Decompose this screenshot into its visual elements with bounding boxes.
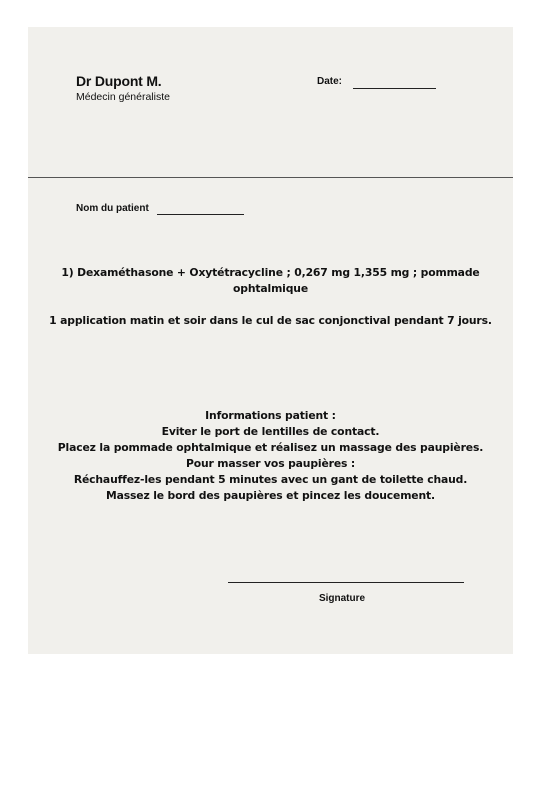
patient-name-field-line (157, 214, 244, 215)
prescription-medication-line: 1) Dexaméthasone + Oxytétracycline ; 0,267 mg 1,355 mg ; pommade (61, 266, 480, 279)
patient-info-line: Pour masser vos paupières : (185, 457, 356, 470)
patient-name-label: Nom du patient (76, 203, 149, 214)
prescription-sheet (28, 27, 513, 654)
patient-info-line: Placez la pommade ophtalmique et réalisez un massage des paupières. (57, 441, 484, 454)
prescription-medication-form: ophtalmique (232, 282, 309, 295)
signature-label: Signature (318, 593, 366, 604)
patient-info-line: Massez le bord des paupières et pincez les doucement. (106, 489, 435, 502)
date-label: Date: (317, 76, 343, 87)
doctor-title: Médecin généraliste (76, 91, 170, 103)
header-divider (28, 177, 513, 178)
signature-line (228, 582, 464, 583)
patient-info-title: Informations patient : (205, 409, 336, 422)
patient-info-line: Eviter le port de lentilles de contact. (161, 425, 380, 438)
patient-info-line: Réchauffez-les pendant 5 minutes avec un gant de toilette chaud. (73, 473, 468, 486)
prescription-posology: 1 application matin et soir dans le cul de sac conjonctival pendant 7 jours. (49, 314, 492, 327)
date-field-line (353, 88, 436, 89)
doctor-name: Dr Dupont M. (76, 73, 162, 89)
